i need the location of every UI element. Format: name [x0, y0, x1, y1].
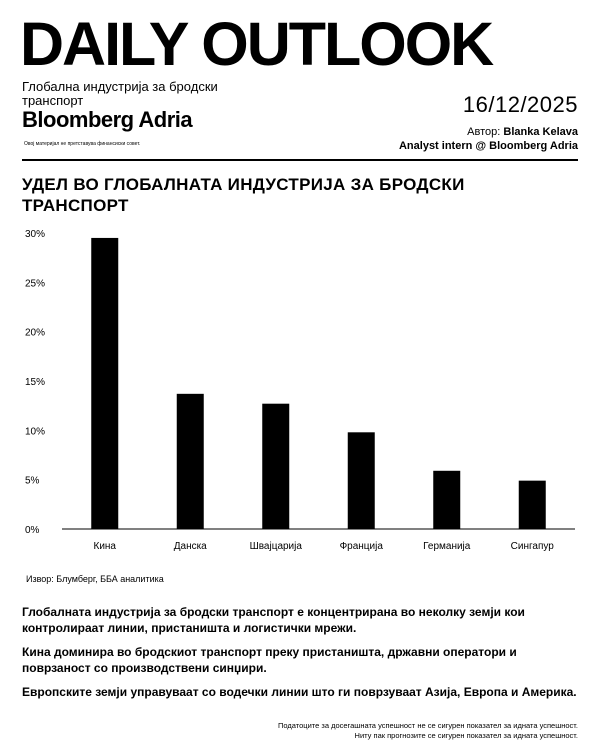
x-tick-label: Кина: [93, 541, 116, 552]
bar-chart: [0, 220, 600, 565]
source-note: Извор: Блумберг, ББА аналитика: [26, 574, 164, 584]
bar: [91, 238, 118, 529]
x-tick-label: Германија: [423, 541, 471, 552]
report-subtitle: Глобална индустрија за бродски транспорт: [22, 79, 218, 108]
footer-line-1: Податоците за досегашната успешност не се сигурен показател за идната успешност.: [278, 721, 578, 730]
chart-title: УДЕЛ ВО ГЛОБАЛНАТА ИНДУСТРИЈА ЗА БРОДСКИ ТРАНСПОРТ: [22, 175, 465, 215]
footer-disclaimer: [278, 721, 578, 741]
disclaimer: Овој материјал не претставува финансиски совет.: [24, 141, 141, 147]
y-tick-label: 0%: [25, 525, 40, 536]
author-block: [399, 125, 578, 153]
report-date: 16/12/2025: [462, 92, 578, 117]
y-tick-label: 20%: [25, 327, 46, 339]
bar: [348, 432, 375, 529]
y-tick-label: 15%: [25, 377, 46, 388]
bar: [433, 471, 460, 529]
paragraph-2: Кина доминира во бродскиот транспорт преку пристаништа, државни оператори и поврзаност со производствени синџири.: [22, 645, 517, 675]
y-tick-label: 10%: [25, 426, 46, 438]
brand-name: Bloomberg Adria: [22, 107, 193, 132]
author-role: Analyst intern @ Bloomberg Adria: [398, 140, 578, 152]
x-tick-label: Франција: [339, 541, 383, 552]
y-tick-label: 25%: [25, 278, 46, 290]
y-tick-label: 30%: [25, 229, 46, 240]
y-tick-label: 5%: [25, 475, 40, 487]
author-label: Автор:: [467, 126, 501, 138]
bar: [262, 404, 289, 529]
author-name: Blanka Kelava: [503, 126, 578, 138]
x-tick-label: Швајцарија: [249, 541, 302, 552]
bar: [519, 481, 546, 529]
paragraph-1: Глобалната индустрија за бродски транспорт е концентрирана во неколку земји кои контролираат линии, пристаништа и логистички мрежи.: [22, 605, 525, 635]
bar: [177, 394, 204, 529]
footer-line-2: Ниту пак прогнозите се сигурен показател за идната успешност.: [354, 731, 578, 740]
masthead: DAILY OUTLOOK: [20, 10, 493, 78]
x-tick-label: Сингапур: [510, 541, 554, 552]
header-divider: [22, 159, 578, 161]
x-tick-label: Данска: [173, 541, 207, 552]
paragraph-3: Европските земји управуваат со водечки линии што ги поврзуваат Азија, Европа и Америка.: [22, 685, 577, 699]
